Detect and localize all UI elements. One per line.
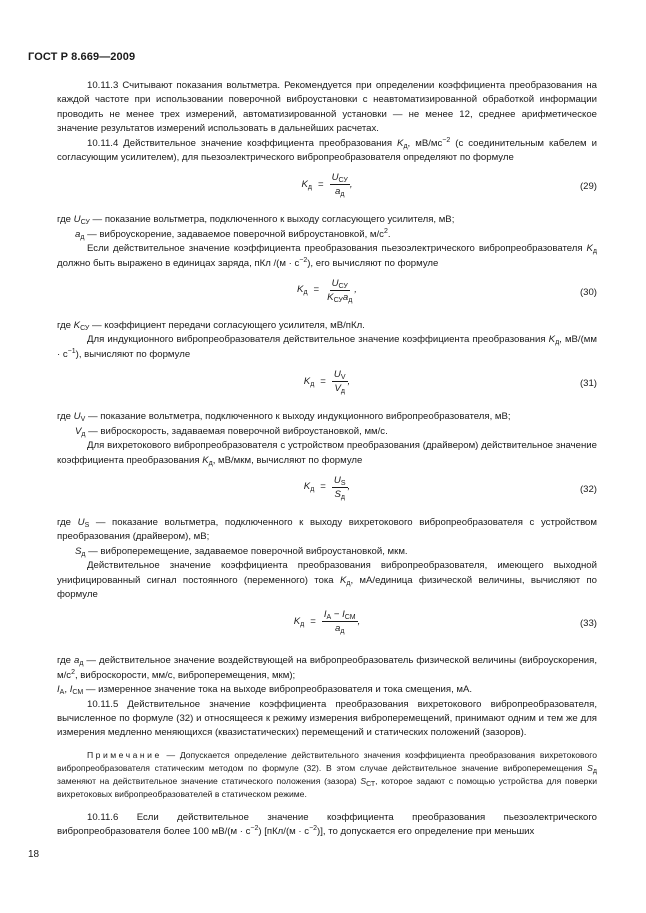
where-29-line-2: $a_д$ — виброускорение, задаваемое поверочной виброустановкой, $м/с^2$.: [75, 227, 391, 241]
formula-29: $K_д$ = $\frac{U_{СУ}}{a_д}$ , (29): [301, 172, 597, 199]
where-32-line-2: $S_д$ — виброперемещение, задаваемое поверочной виброустановкой, мкм.: [75, 545, 408, 558]
formula-33: $K_д$ = $\frac{I_А - I_{СМ}}{a_д}$ , (33): [293, 609, 597, 636]
paragraph-10-11-4: 10.11.4 Действительное значение коэффициента преобразования $K_д$, $мВ/мс^{-2}$ (с соединительным кабелем и согласующим усилителем), для пьезоэлектрического вибропреобразователя определяют по формуле: [57, 136, 597, 164]
paragraph-10-11-6: 10.11.6 Если действительное значение коэффициента преобразования пьезоэлектрического вибропреобразователя более 100 $мВ/(м \cdot с^{-2})$ $[пКл/(м \cdot с^{-2})]$, то допускается его определение при меньших: [57, 811, 597, 838]
page-content: [57, 79, 597, 840]
document-header: ГОСТ Р 8.669—2009: [28, 51, 136, 63]
where-30: где $K_{СУ}$ — коэффициент передачи согласующего усилителя, мВ/пКл.: [57, 320, 365, 333]
note-label: Примечание: [87, 749, 162, 760]
note: Примечание — Допускается определение действительного значения коэффициента преобразования вихретокового вибропреобразователя статическим методом по формуле (32). В этом случае действительное значение виброперемещения $S_д$ заменяют на действительное значение статического положения (зазора) $S_{СТ}$, которое задают с помощью устройства для поверки вихретоковых вибропреобразователей в статическом режиме.: [57, 749, 597, 799]
formula-number-32: (32): [579, 483, 597, 495]
formula-number-33: (33): [579, 618, 597, 630]
formula-30: $K_д$ = $\frac{U_{СУ}}{K_{СУ}a_д}$ , (30): [297, 278, 597, 305]
paragraph-10-11-3: 10.11.3 Считывают показания вольтметра. Рекомендуется при определении коэффициента преобразования на каждой частоте при использовании поверочной виброустановки с неавтоматизированной обработкой информации проводить не менее трех измерений, автоматизированной установки — не менее 12, среднее арифметическое значение результатов измерений использовать в дальнейших расчетах.: [57, 80, 597, 135]
where-33-line-2: $I_А$, $I_{СМ}$ — измеренное значение тока на выходе вибропреобразователя и тока смещения, мА.: [57, 684, 473, 697]
formula-number-31: (31): [579, 378, 597, 390]
paragraph-eddy-current: Для вихретокового вибропреобразователя с устройством преобразования (драйвером) действительное значение коэффициента преобразования $K_д$, мВ/мкм, вычисляют по формуле: [57, 440, 597, 467]
where-31-line-2: $V_д$ — виброскорость, задаваемая поверочной виброустановкой, мм/с.: [75, 425, 388, 438]
page-number: 18: [28, 849, 40, 860]
formula-32: $K_д$ = $\frac{U_S}{S_д}$ , (32): [303, 474, 597, 501]
paragraph-induction: Для индукционного вибропреобразователя действительное значение коэффициента преобразования $K_д$, $мВ/(мм \cdot с^{-1})$, вычисляют по формуле: [57, 334, 597, 360]
formula-number-29: (29): [579, 181, 597, 193]
where-33-line-1: где $a_д$ — действительное значение воздействующей на вибропреобразователь физической величины (виброускорения, $м/с^2$, виброскорости, мм/с, виброперемещения, мкм);: [57, 655, 597, 681]
where-29-line-1: где $U_{СУ}$ — показание вольтметра, подключенного к выходу согласующего усилителя, мВ;: [57, 214, 455, 227]
where-32-line-1: где $U_S$ — показание вольтметра, подключенного к выходу вихретокового вибропреобразователя с устройством преобразования (драйвером), мВ;: [57, 516, 597, 543]
paragraph-charge-units: Если действительное значение коэффициента преобразования пьезоэлектрического вибропреобразователя $K_д$ должно быть выражено в единицах заряда, пКл $/(м \cdot с^{-2})$, его вычисляют по формуле: [57, 243, 597, 269]
paragraph-10-11-5: 10.11.5 Действительное значение коэффициента преобразования вихретокового вибропреобразователя, вычисленное по формуле (32) и относящееся к режиму измерения виброперемещений, принимают одним и тем же для измерения медленно меняющихся (квазистатических) перемещений и статических положений (зазоров).: [57, 698, 597, 739]
paragraph-current-output: Действительное значение коэффициента преобразования вибропреобразователя, имеющего выходной унифицированный сигнал постоянного (переменного) тока $K_д$, мА/единица физической величины, вычисляют по формуле: [57, 560, 597, 600]
formula-31: $K_д$ = $\frac{U_V}{V_д}$ , (31): [303, 369, 597, 396]
formula-number-30: (30): [579, 287, 597, 299]
where-31-line-1: где $U_V$ — показание вольтметра, подключенного к выходу индукционного вибропреобразователя, мВ;: [57, 411, 511, 424]
